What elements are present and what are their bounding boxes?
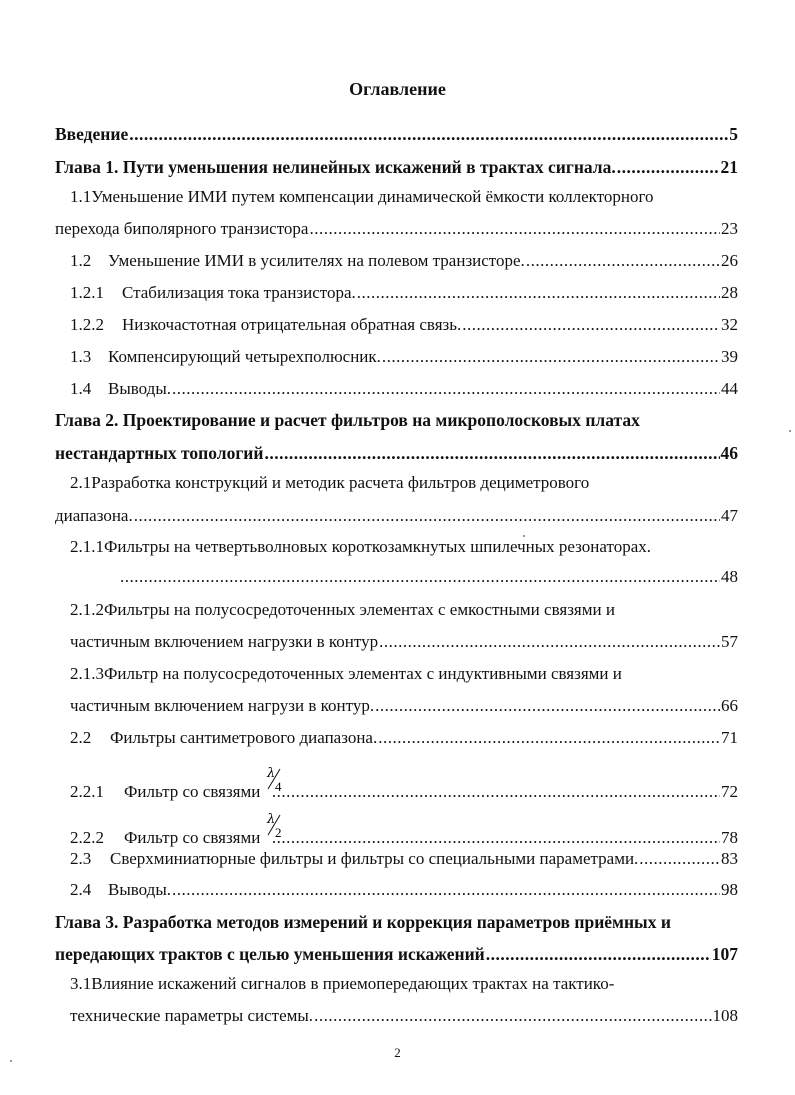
toc-page-number: 46: [720, 443, 738, 463]
toc-page-number: 5: [729, 124, 738, 144]
toc-entry-text: Фильтры сантиметрового диапазона.: [110, 728, 378, 747]
toc-entry-chapter-2[interactable]: [55, 443, 738, 467]
toc-entry-text: технические параметры системы.: [70, 1006, 314, 1025]
fraction-numerator: λ: [267, 812, 276, 827]
toc-page-number: 57: [721, 632, 738, 651]
toc-entry-text: передающих трактов с целью уменьшения искажений: [55, 944, 485, 964]
toc-entry-1-3[interactable]: [70, 347, 738, 371]
toc-entry-2-1-1[interactable]: [120, 567, 738, 591]
leader-dots: [486, 944, 711, 965]
leader-dots: [639, 849, 720, 869]
toc-section-number: 2.1: [70, 473, 92, 492]
leader-dots: [129, 124, 728, 145]
toc-entry-2-1-3-first-line[interactable]: [70, 664, 622, 684]
leader-dots: [172, 880, 720, 900]
page-title: Оглавление: [349, 79, 446, 99]
lambda-over-2-fraction: [263, 812, 282, 843]
toc-page-number: 39: [721, 347, 738, 366]
toc-entry-text: перехода биполярного транзистора: [55, 219, 309, 238]
toc-entry-text: Глава 1. Пути уменьшения нелинейных искажений в трактах сигнала.: [55, 157, 616, 177]
leader-dots: [526, 251, 720, 271]
toc-page-number: 28: [721, 283, 738, 302]
toc-page-number: 66: [721, 696, 738, 715]
toc-section-number: 2.2: [70, 728, 92, 747]
toc-entry-2-1-3[interactable]: [70, 696, 738, 720]
toc-page-number: 23: [721, 219, 738, 238]
toc-entry-text: Фильтры на полусосредоточенных элементах с емкостными связями и: [104, 600, 615, 619]
leader-dots: [314, 1006, 711, 1026]
leader-dots: [382, 347, 720, 367]
toc-entry-text: Фильтр на полусосредоточенных элементах с индуктивными связями и: [104, 664, 622, 683]
toc-page-number: 108: [712, 1006, 738, 1025]
toc-entry-text: Выводы.: [108, 880, 172, 899]
toc-entry-text: Фильтр со связями: [124, 782, 261, 801]
toc-page-number: 83: [721, 849, 738, 868]
toc-entry-text: Фильтр со связями: [124, 828, 261, 847]
toc-entry-3-1[interactable]: [70, 1006, 738, 1030]
toc-section-number: 1.2: [70, 251, 92, 270]
lambda-over-4-fraction: [263, 766, 282, 797]
page-number: 2: [394, 1045, 401, 1060]
toc-entry-2-2[interactable]: [70, 728, 738, 752]
leader-dots: [272, 782, 720, 802]
toc-entry-2-3[interactable]: [70, 849, 738, 873]
toc-page-number: 72: [721, 782, 738, 801]
toc-entry-1-2-2[interactable]: [70, 315, 738, 339]
toc-entry-1-1-first-line[interactable]: [70, 187, 654, 207]
toc-entry-text: Влияние искажений сигналов в приемопередающих трактах на тактико-: [91, 974, 615, 993]
toc-entry-text: Низкочастотная отрицательная обратная связь.: [122, 315, 462, 334]
toc-section-number: 2.1.1: [70, 537, 104, 556]
toc-entry-text: Выводы.: [108, 379, 172, 398]
toc-entry-text: Разработка конструкций и методик расчета фильтров дециметрового: [91, 473, 590, 492]
toc-page-number: 78: [721, 828, 738, 847]
toc-page-number: 47: [721, 506, 738, 525]
leader-dots: [309, 219, 720, 239]
leader-dots: [134, 506, 720, 526]
toc-entry-text: диапазона.: [55, 506, 133, 525]
toc-entry-2-1-1-first-line[interactable]: [70, 537, 651, 557]
leader-dots: [264, 443, 719, 464]
toc-page-number: 98: [721, 880, 738, 899]
toc-page-number: 26: [721, 251, 738, 270]
toc-entry-2-1-first-line[interactable]: [70, 473, 589, 493]
toc-entry-text: частичным включением нагрузи в контур.: [70, 696, 375, 715]
toc-entry-chapter-2-first-line[interactable]: Глава 2. Проектирование и расчет фильтров на микрополосковых платах: [55, 410, 640, 430]
toc-entry-intro[interactable]: [55, 124, 738, 148]
leader-dots: [120, 567, 720, 587]
toc-entry-text: Уменьшение ИМИ путем компенсации динамической ёмкости коллекторного: [91, 187, 654, 206]
toc-entry-text: Стабилизация тока транзистора.: [122, 283, 356, 302]
scan-speck: [10, 1060, 12, 1062]
scan-speck: [523, 535, 525, 537]
toc-section-number: 1.3: [70, 347, 92, 366]
toc-section-number: 2.4: [70, 880, 92, 899]
toc-page-number: 44: [721, 379, 738, 398]
toc-page-number: 107: [711, 944, 738, 964]
toc-section-number: 2.1.3: [70, 664, 104, 683]
toc-section-number: 1.1: [70, 187, 92, 206]
toc-entry-1-2[interactable]: [70, 251, 738, 275]
toc-entry-2-2-2[interactable]: [70, 812, 738, 847]
toc-entry-1-2-1[interactable]: [70, 283, 738, 307]
leader-dots: [357, 283, 720, 303]
toc-section-number: 1.2.2: [70, 315, 104, 334]
toc-section-number: 2.2.1: [70, 782, 104, 801]
toc-entry-text: Сверхминиатюрные фильтры и фильтры со специальными параметрами.: [110, 849, 639, 868]
toc-section-number: 3.1: [70, 974, 92, 993]
toc-entry-text: Компенсирующий четырехполюсник.: [108, 347, 381, 366]
toc-page-number: 48: [721, 567, 738, 586]
toc-entry-2-1-2-first-line[interactable]: [70, 600, 615, 620]
toc-entry-2-1[interactable]: [55, 506, 738, 530]
toc-entry-text: частичным включением нагрузки в контур: [70, 632, 379, 651]
toc-entry-chapter-3-first-line[interactable]: Глава 3. Разработка методов измерений и коррекция параметров приёмных и: [55, 912, 671, 932]
toc-entry-text: Введение: [55, 124, 129, 144]
toc-entry-chapter-1[interactable]: [55, 157, 738, 181]
leader-dots: [172, 379, 720, 399]
toc-page-number: 71: [721, 728, 738, 747]
toc-section-number: 1.4: [70, 379, 92, 398]
toc-page-number: 32: [721, 315, 738, 334]
leader-dots: [462, 315, 720, 335]
toc-entry-chapter-3[interactable]: [55, 944, 738, 968]
toc-section-number: 2.3: [70, 849, 92, 868]
toc-entry-text: Фильтры на четвертьволновых короткозамкнутых шпилечных резонаторах.: [104, 537, 651, 556]
fraction-denominator: 2: [275, 825, 282, 840]
toc-entry-2-2-1[interactable]: [70, 766, 738, 801]
scan-speck: [789, 430, 791, 432]
fraction-numerator: λ: [267, 766, 276, 781]
toc-entry-1-4[interactable]: [70, 379, 738, 403]
toc-entry-2-1-2[interactable]: [70, 632, 738, 656]
leader-dots: [272, 828, 720, 848]
toc-entry-3-1-first-line[interactable]: [70, 974, 614, 994]
toc-entry-1-1[interactable]: [55, 219, 738, 243]
leader-dots: [375, 696, 720, 716]
leader-dots: [617, 157, 720, 178]
toc-section-number: 2.2.2: [70, 828, 104, 847]
toc-entry-text: Уменьшение ИМИ в усилителях на полевом транзисторе.: [108, 251, 525, 270]
fraction-denominator: 4: [275, 779, 282, 794]
leader-dots: [378, 728, 720, 748]
toc-page-number: 21: [720, 157, 738, 177]
toc-entry-2-4[interactable]: [70, 880, 738, 904]
leader-dots: [379, 632, 720, 652]
toc-entry-text: нестандартных топологий: [55, 443, 264, 463]
toc-section-number: 1.2.1: [70, 283, 104, 302]
toc-section-number: 2.1.2: [70, 600, 104, 619]
